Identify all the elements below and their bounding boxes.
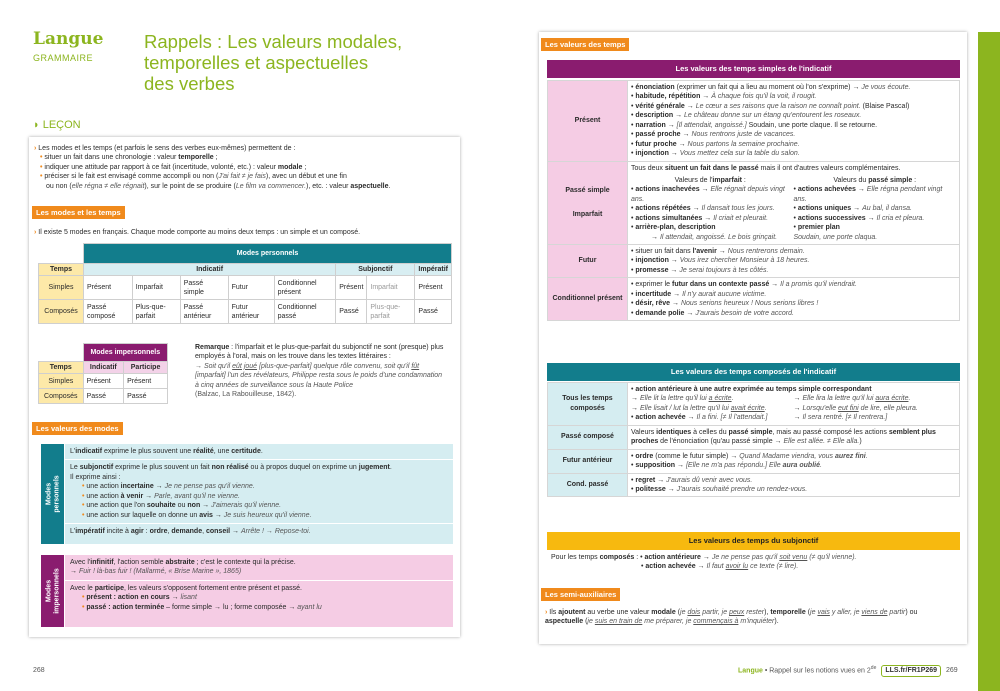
table-cell: Plus-que-parfait — [132, 300, 180, 324]
futur-values: • situer un fait dans l'avenir → Nous rentrerons demain. • injonction → Vous irez chercher Monsieur à 18 heures. • promesse → Je serai toujours à tes côtés. — [628, 245, 960, 278]
col-imperatif: Impératif — [415, 264, 452, 276]
label-present: Présent — [548, 81, 628, 162]
col-indicatif: Indicatif — [84, 264, 336, 276]
label-futur-anterieur: Futur antérieur — [548, 449, 628, 473]
subjonctif-title: Les valeurs des temps du subjonctif — [547, 532, 960, 550]
futur-anterieur-values: • ordre (comme le futur simple) → Quand Madame viendra, vous aurez fini. • supposition → [Elle ne m'a pas répondu.] Elle aura oublié. — [628, 449, 960, 473]
lecon-heading: ◗ LEÇON — [33, 119, 81, 131]
table-cell: Conditionnel passé — [274, 300, 336, 324]
modes-personnels-table — [38, 243, 452, 324]
table-cell: Conditionnel présent — [274, 276, 336, 300]
simples-title: Les valeurs des temps simples de l'indicatif — [547, 60, 960, 78]
table-cell: Présent — [84, 276, 133, 300]
footer: Langue • Rappel sur les notions vues en 2de LLS.fr/FR1P269 269 — [738, 665, 958, 677]
present-values: • énonciation (exprimer un fait qui a lieu au moment où l'on s'exprime) → Je vous écoute. • habitude, répétition → À chaque fois qu'il la voit, il rougit. • vérité générale → Le cœur a ses raisons que la raison ne connaît point. (Blaise Pascal) • description → Le château donne sur un étang qu'entourent les roseaux. • narration → [Il attendait, angoissé.] Soudain, une porte claque. Il se retourne. • passé proche → Nous rentrons juste de vacances. • futur proche → Nous partons la semaine prochaine. • injonction → Vous mettez cela sur la table du salon. — [628, 81, 960, 162]
green-edge-bar — [978, 32, 1000, 691]
table-cell: Présent — [336, 276, 367, 300]
modes-impersonnels-table — [38, 343, 168, 404]
table-cell: Passé composé — [84, 300, 133, 324]
table-cell: Imparfait — [367, 276, 415, 300]
composes-title: Les valeurs des temps composés de l'indicatif — [547, 363, 960, 381]
table-cell: Passé — [336, 300, 367, 324]
col-participe: Participe — [124, 362, 168, 374]
page-title: Rappels : Les valeurs modales, temporelles et aspectuelles des verbes — [144, 31, 403, 95]
label-cond-passe: Cond. passé — [548, 473, 628, 497]
table-cell: Futur antérieur — [228, 300, 274, 324]
passe-values: Tous deux situent un fait dans le passé mais il ont d'autres valeurs complémentaires. Valeurs de l'imparfait : • actions inachevées → Elle régnait depuis vingt ans. • actions répétées → Il dansait tous les jours. • actions simultanées → Il criait et pleurait. • arrière-plan, description → Il attendait, angoissé. Le bois grinçait. Valeurs du passé simple : • actions achevées → Elle régna pendant vingt ans. • actions uniques → Au bal, il dansa. • actions successives → Il cria et pleura. • premier plan Soudain, une porte claqua. — [628, 161, 960, 245]
modes-impersonnels-title: Modes impersonnels — [83, 344, 167, 362]
table-cell: Présent — [83, 374, 124, 389]
page-number-left: 268 — [33, 667, 45, 674]
label-passe-simple: Passé simple — [565, 187, 610, 195]
page-number-right: 269 — [946, 667, 958, 675]
lecon-marker-icon: ◗ — [33, 119, 40, 131]
row-simples: Simples — [39, 374, 84, 389]
table-cell: Passé antérieur — [180, 300, 228, 324]
col-subjonctif: Subjonctif — [336, 264, 415, 276]
subjonctif-values: Pour les temps composés : • action antérieure → Je ne pense pas qu'il soit venu (≠ qu'il vienne). • action achevée → Il faut avoir lu ce texte (≠ lire). — [551, 554, 857, 571]
label-passe-compose: Passé composé — [548, 425, 628, 449]
tous-composes-values: • action antérieure à une autre exprimée au temps simple correspondant → Elle lit la lettre qu'il lui a écrite. → Elle lira la lettre qu'il lui aura écrite. → Elle lisait / lut la lettre qu'il lui avait écrite. → Lorsqu'elle eut fini de lire, elle pleura. • action achevée → Il a fini. [≠ Il l'attendait.] → Il sera rentré. [≠ Il rentrera.] — [628, 383, 960, 426]
section-title: Langue — [33, 29, 104, 49]
label-futur: Futur — [548, 245, 628, 278]
temps-simples-table — [547, 80, 960, 321]
tag-modes-temps: Les modes et les temps — [32, 206, 125, 219]
table-cell: Présent — [415, 276, 452, 300]
modes-impersonnels-label: Modes impersonnels — [41, 555, 64, 627]
modes-personnels-box: L'indicatif exprime le plus souvent une réalité, une certitude. Le subjonctif exprime le plus souvent un fait non réalisé ou à propos duquel on exprime un jugement. Il exprime ainsi : • une action incertaine → Je ne pense pas qu'il vienne. • une action à venir → Parle, avant qu'il ne vienne. • une action que l'on souhaite ou non → J'aimerais qu'il vienne. • une action sur laquelle on donne un avis → Je suis heureux qu'il vienne. L'impératif incite à agir : ordre, demande, conseil → Arrête ! → Repose-toi. — [65, 444, 453, 544]
five-modes-text: › Il existe 5 modes en français. Chaque mode comporte au moins deux temps : un simple et un composé. — [34, 228, 360, 237]
table-cell: Passé — [415, 300, 452, 324]
row-composes: Composés — [39, 389, 84, 404]
table-cell: Plus-que-parfait — [367, 300, 415, 324]
table-cell: Passé simple — [180, 276, 228, 300]
remarque: Remarque : l'imparfait et le plus-que-parfait du subjonctif ne sont (presque) plus employés à l'oral, mais on les trouve dans les textes littéraires : → Soit qu'il eût joué [plus-que-parfait] quelque rôle convenu, soit qu'il fût [imparfait] l'un des révélateurs, Philippe resta sous le poids d'une condamnation à cinq années de surveillance sous la Haute Police (Balzac, La Rabouilleuse, 1842). — [195, 344, 444, 399]
row-composes: Composés — [39, 300, 84, 324]
lesson-card — [29, 137, 460, 637]
tag-valeurs-temps: Les valeurs des temps — [541, 38, 629, 51]
label-conditionnel: Conditionnel présent — [548, 278, 628, 321]
passe-compose-values: Valeurs identiques à celles du passé simple, mais au passé composé les actions semblent plus proches de l'énonciation (qu'au passé simple → Elle est allée. ≠ Elle alla.) — [628, 425, 960, 449]
tag-valeurs-modes: Les valeurs des modes — [32, 422, 123, 435]
col-temps: Temps — [39, 264, 84, 276]
row-simples: Simples — [39, 276, 84, 300]
table-cell: Présent — [124, 374, 168, 389]
modes-impersonnels-box: Avec l'infinitif, l'action semble abstraite ; c'est le contexte qui la précise. → Fuir ! là-bas fuir ! (Mallarmé, « Brise Marine », 1865) Avec le participe, les valeurs s'opposent fortement entre présent et passé. • présent : action en cours → lisant • passé : action terminée – forme simple → lu ; forme composée → ayant lu — [65, 555, 453, 627]
table-cell: Passé — [83, 389, 124, 404]
tag-semi-auxiliaires: Les semi-auxiliaires — [541, 588, 620, 601]
lls-link[interactable]: LLS.fr/FR1P269 — [881, 665, 941, 676]
conditionnel-values: • exprimer le futur dans un contexte passé → Il a promis qu'il viendrait. • incertitude → Il n'y aurait aucune victime. • désir, rêve → Nous serions heureux ! Nous serions libres ! • demande polie → J'aurais besoin de votre accord. — [628, 278, 960, 321]
table-cell: Futur — [228, 276, 274, 300]
col-temps: Temps — [39, 362, 84, 374]
label-imparfait: Imparfait — [572, 211, 603, 219]
semi-auxiliaires-text: › Ils ajoutent au verbe une valeur modale (je dois partir, je peux rester), temporelle (je vais y aller, je viens de partir) ou aspectuelle (je suis en train de me préparer, je commençais à m'inquiéter). — [545, 608, 960, 627]
table-cell: Passé — [124, 389, 168, 404]
modes-personnels-label: Modes personnels — [41, 444, 64, 544]
values-card — [539, 32, 967, 644]
col-indicatif: Indicatif — [83, 362, 124, 374]
temps-composes-table — [547, 382, 960, 497]
subsection-title: GRAMMAIRE — [33, 53, 94, 63]
table-cell: Imparfait — [132, 276, 180, 300]
cond-passe-values: • regret → J'aurais dû venir avec vous. • politesse → J'aurais souhaité prendre un rendez-vous. — [628, 473, 960, 497]
modes-personnels-title: Modes personnels — [84, 244, 452, 264]
label-tous-composes: Tous les temps composés — [548, 383, 628, 426]
intro: › Les modes et les temps (et parfois le sens des verbes eux-mêmes) permettent de : • situer un fait dans une chronologie : valeur temporelle ; • indiquer une attitude par rapport à ce fait (incertitude, volonté, etc.) : valeur modale ; • préciser si le fait est envisagé comme accompli ou non (J'ai fait ≠ je fais), avec un début et une fin ou non (elle régna ≠ elle régnait), sur le point de se produire (Le film va commencer.), etc. : valeur aspectuelle. — [34, 144, 454, 191]
